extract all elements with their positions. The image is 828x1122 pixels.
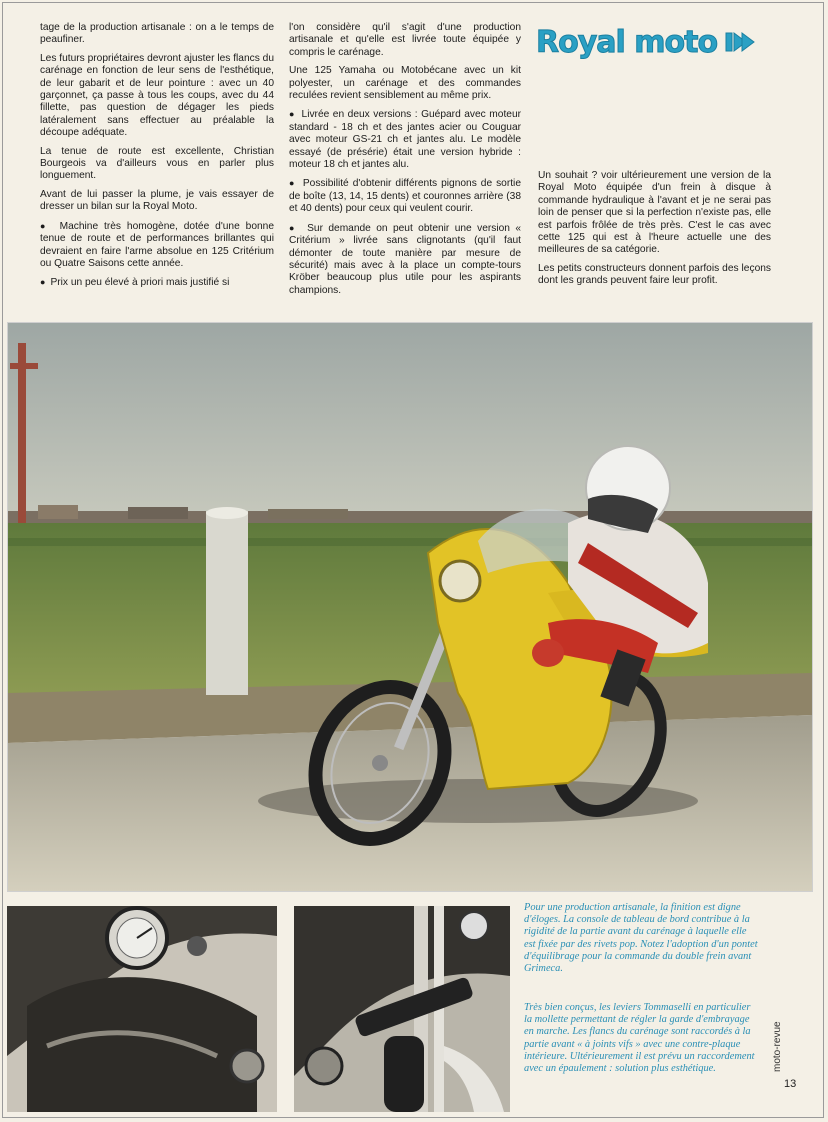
paragraph: Les petits constructeurs donnent parfois des leçons dont les grands peuvent faire leur profit. (538, 262, 771, 287)
paragraph: l'on considère qu'il s'agit d'une production artisanale et qu'elle est livrée toute équipée y compris le carénage. (289, 22, 521, 58)
paragraph-text: Machine très homogène, dotée d'une bonne tenue de route et de performances brillantes qui devraient en faire l'arme absolue en 125 Critérium ou Quatre Saisons cette année. (40, 220, 274, 269)
logo-text: Royal moto (536, 24, 718, 60)
paragraph-text: Possibilité d'obtenir différents pignons de sortie de boîte (13, 14, 15 dents) et couronnes arrière (38 et 40 dents) pour ceux qui veulent courir. (289, 178, 521, 215)
double-arrow-icon (725, 30, 757, 54)
text-column-2 (289, 22, 521, 303)
photo-caption-2: Très bien conçus, les leviers Tommaselli en particulier la mollette permettant de régler la garde d'embrayage en marche. Les flancs du carénage sont raccordés à la partie avant « à joints vifs » avec une contre-plaque intérieure. Ultérieurement il est prévu un raccordement avec un épaulement : solution plus esthétique. (524, 1002, 755, 1075)
bullet-paragraph (40, 276, 274, 289)
paragraph: La tenue de route est excellente, Christian Bourgeois va d'ailleurs vous en parler plus longuement. (40, 145, 274, 182)
bullet-paragraph (40, 220, 274, 271)
detail-photo-dashboard (7, 906, 277, 1112)
paragraph-text: Livrée en deux versions : Guépard avec moteur standard - 18 ch et des jantes acier ou Couguar avec moteur GS-21 ch et jantes alu. Le modèle essayé (de présérie) était une version hybride : moteur 18 ch et jantes alu. (289, 109, 522, 171)
photo-caption-1: Pour une production artisanale, la finition est digne d'éloges. La console de tableau de bord contribue à la rigidité de la partie avant du carénage à laquelle elle est fixée par des rivets pop. Notez l'adoption d'un pontet d'équilibrage pour la commande du double frein avant Grimeca. (524, 902, 758, 975)
paragraph: Avant de lui passer la plume, je vais essayer de dresser un bilan sur la Royal Moto. (40, 188, 274, 213)
bullet-paragraph (289, 222, 521, 297)
text-column-3 (538, 170, 771, 294)
magazine-name: moto-revue (772, 1021, 783, 1072)
royal-moto-logo (536, 20, 776, 64)
paragraph-text: Prix un peu élevé à priori mais justifié si (50, 277, 230, 289)
main-photo-motorcycle-rider (7, 322, 813, 892)
text-column-1 (40, 22, 274, 296)
bullet-paragraph (289, 108, 521, 171)
detail-photo-levers (294, 906, 510, 1112)
bullet-paragraph (289, 177, 521, 215)
paragraph: Une 125 Yamaha ou Motobécane avec un kit polyester, un carénage et des commandes reculées revient sensiblement au même prix. (289, 65, 521, 102)
page-number: 13 (784, 1078, 797, 1090)
paragraph: tage de la production artisanale : on a le temps de peaufiner. (40, 22, 274, 46)
paragraph-text: Sur demande on peut obtenir une version « Critérium » livrée sans clignotants (qu'il faut démonter de toute manière par mesure de sécurité) mais avec à la place un compte-tours Kröber beaucoup plus utile pour les aspirants champions. (289, 222, 522, 296)
paragraph: Un souhait ? voir ultérieurement une version de la Royal Moto équipée d'un frein à disque à commande hydraulique à l'avant et je ne serai pas loin de penser que si la perfection n'existe pas, elle est parfois frôlée de très près. C'est le cas avec cette 125 qui est à l'heure actuelle une des meilleures de sa catégorie. (538, 170, 771, 256)
paragraph: Les futurs propriétaires devront ajuster les flancs du carénage en fonction de leur sens de l'esthétique, de leur gabarit et de leur pointure : avec un 40 garçonnet, ça passe à tous les coups, avec du 44 fillette, pas question de dégager les pieds latéralement sans effectuer au préalable la découpe adéquate. (40, 52, 274, 139)
